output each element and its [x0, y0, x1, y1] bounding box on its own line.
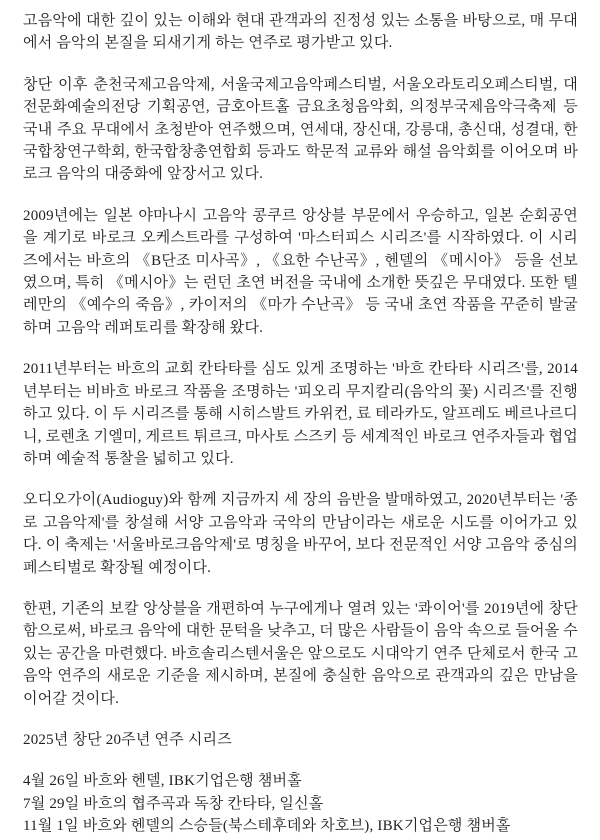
document-body [23, 10, 578, 710]
schedule-item: 11월 1일 바흐와 헨델의 스승들(북스테후데와 차호브), IBK기업은행 챔버홀 [23, 818, 511, 835]
schedule-item: 4월 26일 바흐와 헨델, IBK기업은행 챔버홀 [23, 773, 302, 790]
paragraph: 창단 이후 춘천국제고음악제, 서울국제고음악페스티벌, 서울오라토리오페스티벌, 대전문화예술의전당 기획공연, 금호아트홀 금요초청음악회, 의정부국제음악극축제 등 국내 주요 무대에서 초청받아 연주했으며, 연세대, 장신대, 강릉대, 총신대, 성결대, 한국합창연구학회, 한국합창총연합회 등과도 학문적 교류와 해설 음악회를 이어오며 바로크 음악의 대중화에 앞장서고 있다. [23, 76, 578, 183]
paragraph: 오디오가이(Audioguy)와 함께 지금까지 세 장의 음반을 발매하였고, 2020년부터는 '종로 고음악제'를 창설해 서양 고음악과 국악의 만남이라는 새로운 시도를 이어가고 있다. 이 축제는 '서울바로크음악제'로 명칭을 바꾸어, 보다 전문적인 서양 고음악 중심의 페스티벌로 확장될 예정이다. [23, 492, 578, 576]
schedule-list [23, 770, 578, 837]
paragraph: 2011년부터는 바흐의 교회 칸타타를 심도 있게 조명하는 '바흐 칸타타 시리즈'를, 2014년부터는 비바흐 바로크 작품을 조명하는 '피오리 무지칼리(음악의 꽃) 시리즈'를 진행하고 있다. 이 두 시리즈를 통해 시히스발트 카위컨, 료 테라카도, 알프레도 베르나르디니, 로렌초 기엘미, 게르트 튀르크, 마사토 스즈키 등 세계적인 바로크 연주자들과 협업하며 예술적 통찰을 넓히고 있다. [23, 361, 578, 467]
paragraph: 한편, 기존의 보칼 앙상블을 개편하여 누구에게나 열려 있는 '콰이어'를 2019년에 창단함으로써, 바로크 음악에 대한 문턱을 낮추고, 더 많은 사람들이 음악 속으로 들어올 수 있는 공간을 마련했다. 바흐솔리스텐서울은 앞으로도 시대악기 연주 단체로서 한국 고음악 연주의 새로운 기준을 제시하며, 본질에 충실한 음악으로 관객과의 깊은 만남을 이어갈 것이다. [23, 600, 578, 707]
paragraph: 2009년에는 일본 야마나시 고음악 콩쿠르 앙상블 부문에서 우승하고, 일본 순회공연을 계기로 바로크 오케스트라를 구성하여 '마스터피스 시리즈'를 시작하였다. 이 시리즈에서는 바흐의 《B단조 미사곡》, 《요한 수난곡》, 헨델의 《메시아》 등을 선보였으며, 특히 《메시아》는 런던 초연 버전을 국내에 소개한 뜻깊은 무대였다. 또한 텔레만의 《예수의 죽음》, 카이저의 《마가 수난곡》 등 국내 초연 작품을 꾸준히 발굴하며 고음악 레퍼토리를 확장해 왔다. [23, 207, 578, 336]
paragraph: 고음악에 대한 깊이 있는 이해와 현대 관객과의 진정성 있는 소통을 바탕으로, 매 무대에서 음악의 본질을 되새기게 하는 연주로 평가받고 있다. [23, 13, 578, 52]
schedule-item: 7월 29일 바흐의 협주곡과 독창 칸타타, 일신홀 [23, 795, 324, 812]
schedule-title: 2025년 창단 20주년 연주 시리즈 [23, 731, 232, 748]
